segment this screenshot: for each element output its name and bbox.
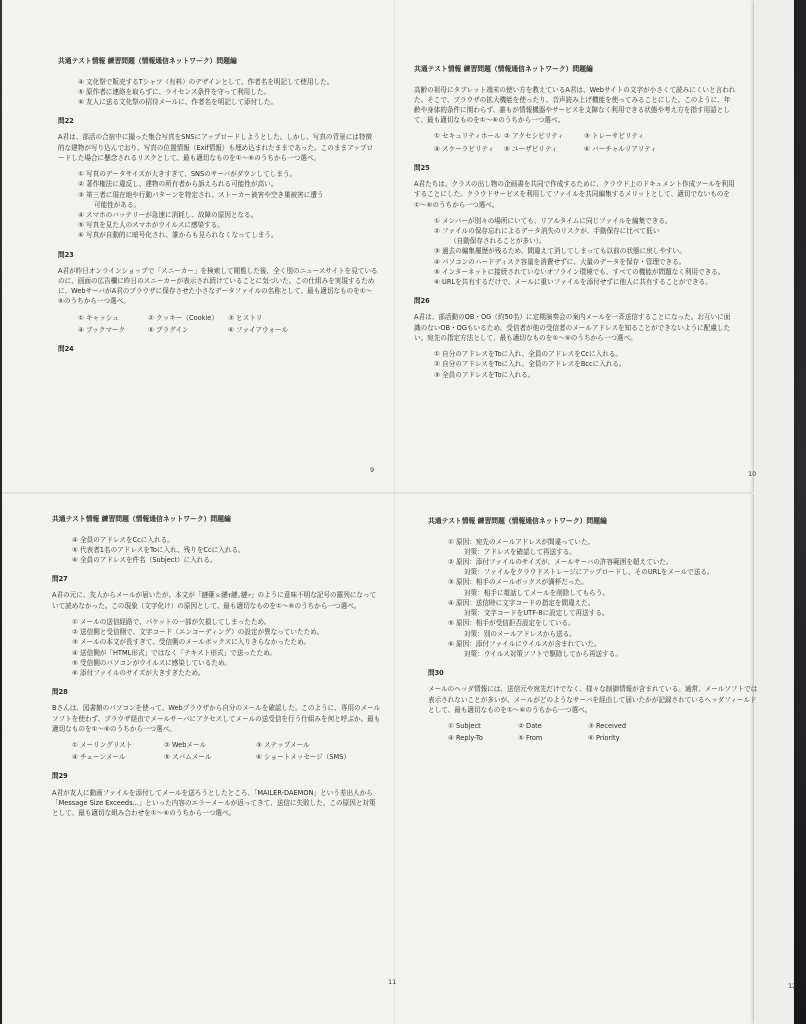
page-number: 9	[370, 466, 375, 474]
page-header: 共通テスト情報 練習問題（情報通信ネットワーク）問題編	[414, 65, 593, 73]
option: ⑥ Priority	[588, 734, 620, 743]
option-line: ⑥ 添付ファイルのサイズが大きすぎたため。	[72, 668, 205, 677]
option-line: （自動保存されることが多い）。	[450, 237, 546, 246]
option: ⑤ ユーザビリティ	[504, 144, 558, 153]
answer-line: ① 原因：宛先のメールアドレスが間違っていた。	[448, 537, 595, 546]
option-line: 可能性がある。	[94, 200, 141, 209]
question-text: A君は、部活動のOB・OG（約50名）に定期演奏会の案内メールを一斉送信することになった。お互いに面識のないOB・OGもいるため、受信者が他の受信者のメールアドレスを知ることができないように配慮したい。宛先の指定方法として、最も適切なものを①〜⑥のうちから一つ選べ。	[414, 313, 731, 342]
option-line: ③ メールの本文が長すぎて、受信側のメールボックスに入りきらなかったため。	[72, 638, 311, 647]
answer-line: ④ 原因：送信時に文字コードの指定を間違えた。	[448, 598, 595, 607]
option-line: ⑤ 写真を見た人のスマホがウイルスに感染する。	[78, 221, 224, 230]
answer-line: 対策：相手に電話してメールを削除してもらう。	[464, 588, 609, 597]
option-line: ① メンバーが別々の場所にいても、リアルタイムに同じファイルを編集できる。	[434, 216, 672, 225]
answer-line: ⑤ 原因：相手が受信拒否設定をしている。	[448, 619, 575, 628]
question-label: 問22	[58, 117, 74, 126]
question-text: Bさんは、図書館のパソコンを使って、Webブラウザから自分のメールを確認した。このように、専用のメールソフトを使わず、ブラウザ経由でメールサーバにアクセスしてメールの送受信を行う仕組みを何と呼ぶか。最も適切なものを①〜⑥のうちから一つ選べ。	[52, 704, 381, 733]
page-10	[414, 64, 736, 380]
page-divider-vertical	[394, 0, 395, 1024]
page-12	[428, 516, 758, 743]
option-line: ③ 第三者に現在地や行動パターンを特定され、ストーカー被害や空き巣被害に遭う	[78, 190, 324, 199]
option-line: ⑥ 友人に送る文化祭の招待メールに、作者名を明記して添付した。	[78, 97, 278, 106]
option: ② Webメール	[164, 741, 207, 750]
option-line: ⑥ 全員のアドレスを件名（Subject）に入れる。	[72, 555, 217, 564]
question-text: メールのヘッダ情報には、送信元や宛先だけでなく、様々な制御情報が含まれている。通常、メールソフトでは表示されないことが多いが、メールがどのようなサーバを経由して届いたかが記録されているヘッダフィールドとして、最も適切なものを①〜⑥のうちから一つ選べ。	[428, 685, 758, 714]
question-label: 問28	[52, 688, 68, 697]
option: ③ ステップメール	[256, 741, 310, 750]
option: ④ スケーラビリティ	[434, 144, 495, 153]
question-label: 問27	[52, 575, 68, 584]
option: ④ ブックマーク	[78, 325, 126, 334]
option-line: ① 写真のデータサイズが大きすぎて、SNSのサーバがダウンしてしまう。	[78, 170, 297, 179]
page-divider-horizontal	[2, 492, 754, 494]
page-number: 12	[788, 982, 797, 990]
answer-line: 対策：文字コードをUTF-8に設定して再送する。	[464, 609, 609, 618]
option: ⑤ プラグイン	[148, 325, 189, 334]
option-line: ① 自分のアドレスをToに入れ、全員のアドレスをCcに入れる。	[434, 350, 623, 359]
option-line: ⑥ 写真が自動的に暗号化され、誰からも見られなくなってしまう。	[78, 231, 278, 240]
option: ⑥ ショートメッセージ（SMS）	[256, 753, 351, 762]
option-line: ⑤ インターネットに接続されていないオフライン環境でも、すべての機能が問題なく利用できる。	[434, 267, 725, 276]
option-line: ④ スマホのバッテリーが急速に消耗し、故障の原因となる。	[78, 210, 258, 219]
answer-line: 対策：ファイルをクラウドストレージにアップロードし、そのURLをメールで送る。	[464, 568, 714, 577]
option-line: ⑥ URLを共有するだけで、メールに重いファイルを添付せずに他人に共有することができる。	[434, 278, 712, 287]
page-header: 共通テスト情報 練習問題（情報通信ネットワーク）問題編	[428, 517, 607, 525]
option: ④ Reply-To	[448, 734, 483, 743]
question-text: A君が昨日オンラインショップで「スニーカー」を検索して閲覧した後、全く別のニュースサイトを見ているのに、画面の広告欄に昨日のスニーカーが表示され続けていることに気づいた。この仕組みを実現するために、WebサーバがA君のブラウザに保存させた小さなデータファイルの名称として、最も適切なものを①〜⑥のうちから一つ選べ。	[58, 266, 378, 306]
page-9	[58, 56, 378, 360]
question-label: 問23	[58, 250, 74, 259]
option-line: ② 自分のアドレスをToに入れ、全員のアドレスをBccに入れる。	[434, 360, 626, 369]
page-11	[52, 514, 382, 824]
options-grid	[414, 131, 736, 153]
option: ③ トレーサビリティ	[584, 132, 645, 141]
option-line: ③ 全員のアドレスをToに入れる。	[434, 370, 535, 379]
option: ③ Received	[588, 722, 627, 731]
option: ④ チェーンメール	[72, 753, 126, 762]
question-text: 高齢の祖母にタブレット端末の使い方を教えているA君は、Webサイトの文字が小さくて読みにくいと言われた。そこで、ブラウザの拡大機能を使ったり、音声読み上げ機能を使ってみることにした。このように、年齢や身体的条件に関わらず、誰もが情報機器やサービスを支障なく利用できる状態や考え方を指す用語として、最も適切なものを①〜⑥のうちから一つ選べ。	[414, 85, 736, 125]
option-line: ④ 文化祭で販売するTシャツ（有料）のデザインとして、作者名を明記して使用した。	[78, 77, 334, 86]
paper-edge	[754, 0, 797, 1024]
option: ① Subject	[448, 722, 481, 731]
question-text: A君は、部活の合宿中に撮った集合写真をSNSにアップロードしようとした。しかし、写真の背景には特徴的な建物が写り込んでおり、写真の位置情報（Exif情報）も埋め込まれたままであった。このままアップロードした場合に懸念されるリスクとして、最も適切なものを①〜⑥のうちから一つ選べ。	[58, 133, 374, 162]
question-text: A君たちは、クラスの出し物の企画書を共同で作成するために、クラウド上のドキュメント作成ツールを利用することにした。クラウドサービスを利用してファイルを共同編集するメリットとして、適切でないものを①〜⑥のうちから一つ選べ。	[414, 180, 735, 209]
option: ③ ヒストリ	[228, 313, 263, 322]
options-grid	[58, 313, 378, 335]
answer-line: ⑥ 原因：添付ファイルにウイルスが含まれていた。	[448, 639, 601, 648]
options-grid	[428, 721, 758, 743]
option: ⑥ ファイアウォール	[228, 325, 289, 334]
answer-line: 対策：ウイルス対策ソフトで駆除してから再送する。	[464, 649, 622, 658]
option: ② クッキー（Cookie）	[148, 313, 218, 322]
option-line: ⑤ 代表者1名のアドレスをToに入れ、残りをCcに入れる。	[72, 545, 245, 554]
option: ② Date	[518, 722, 542, 731]
option-line: ④ パソコンのハードディスク容量を消費せずに、大量のデータを保存・管理できる。	[434, 257, 686, 266]
question-label: 問24	[58, 345, 74, 354]
option-line: ④ 全員のアドレスをCcに入れる。	[72, 535, 174, 544]
page-number: 11	[388, 978, 397, 986]
option-line: ② ファイルの保存忘れによるデータ消失のリスクが、手動保存に比べて低い	[434, 226, 660, 235]
option-line: ② 送信側と受信側で、文字コード（エンコーディング）の設定が異なっていたため。	[72, 628, 324, 637]
option: ① キャッシュ	[78, 313, 119, 322]
option-line: ⑤ 受信側のパソコンがウイルスに感染しているため。	[72, 658, 231, 667]
answer-line: ② 原因：添付ファイルのサイズが、メールサーバの許容範囲を超えていた。	[448, 557, 673, 566]
answer-line: 対策：別のメールアドレスから送る。	[464, 629, 576, 638]
option: ① メーリングリスト	[72, 741, 133, 750]
option-line: ⑤ 原作者に連絡を取らずに、ライセンス条件を守って利用した。	[78, 87, 271, 96]
page-number: 10	[748, 470, 757, 478]
options-grid	[52, 740, 382, 762]
option: ⑥ バーチャルリアリティ	[584, 144, 657, 153]
page-header: 共通テスト情報 練習問題（情報通信ネットワーク）問題編	[58, 57, 237, 65]
question-label: 問25	[414, 163, 430, 172]
option-line: ③ 過去の編集履歴が残るため、間違えて消してしまっても以前の状態に戻しやすい。	[434, 247, 686, 256]
option-line: ① メールの送信経路で、パケットの一部が欠損してしまったため。	[72, 617, 271, 626]
question-label: 問26	[414, 297, 430, 306]
question-label: 問29	[52, 772, 68, 781]
option: ⑤ スパムメール	[164, 753, 212, 762]
option: ① セキュリティホール	[434, 132, 501, 141]
answer-line: ③ 原因：相手のメールボックスが満杯だった。	[448, 578, 588, 587]
page-header: 共通テスト情報 練習問題（情報通信ネットワーク）問題編	[52, 515, 231, 523]
option: ② アクセシビリティ	[504, 132, 564, 141]
question-text: A君が友人に動画ファイルを添付してメールを送ろうとしたところ、「MAILER-DAEMON」という差出人から「Message Size Exceeds...」といった内容のエラーメールが返ってきて、送信に失敗した。この原因と対策として、最も適切な組み合わせを①〜⑥のうちから一つ選べ。	[52, 788, 376, 818]
option: ⑤ From	[518, 734, 543, 743]
question-label: 問30	[428, 669, 444, 678]
option-line: ④ 送信側が「HTML形式」ではなく「テキスト形式」で送ったため。	[72, 648, 276, 657]
question-text: A君の元に、友人からメールが届いたが、本文が「縺薙ｓ縺ｫ縺｡縺ｯ」のように意味不明な記号の羅列になっていて読めなかった。この現象（文字化け）の原因として、最も適切なものを①〜⑥のうちから一つ選べ。	[52, 591, 377, 610]
option-line: ② 著作権法に違反し、建物の所有者から訴えられる可能性が高い。	[78, 180, 278, 189]
answer-line: 対策：アドレスを確認して再送する。	[464, 547, 576, 556]
